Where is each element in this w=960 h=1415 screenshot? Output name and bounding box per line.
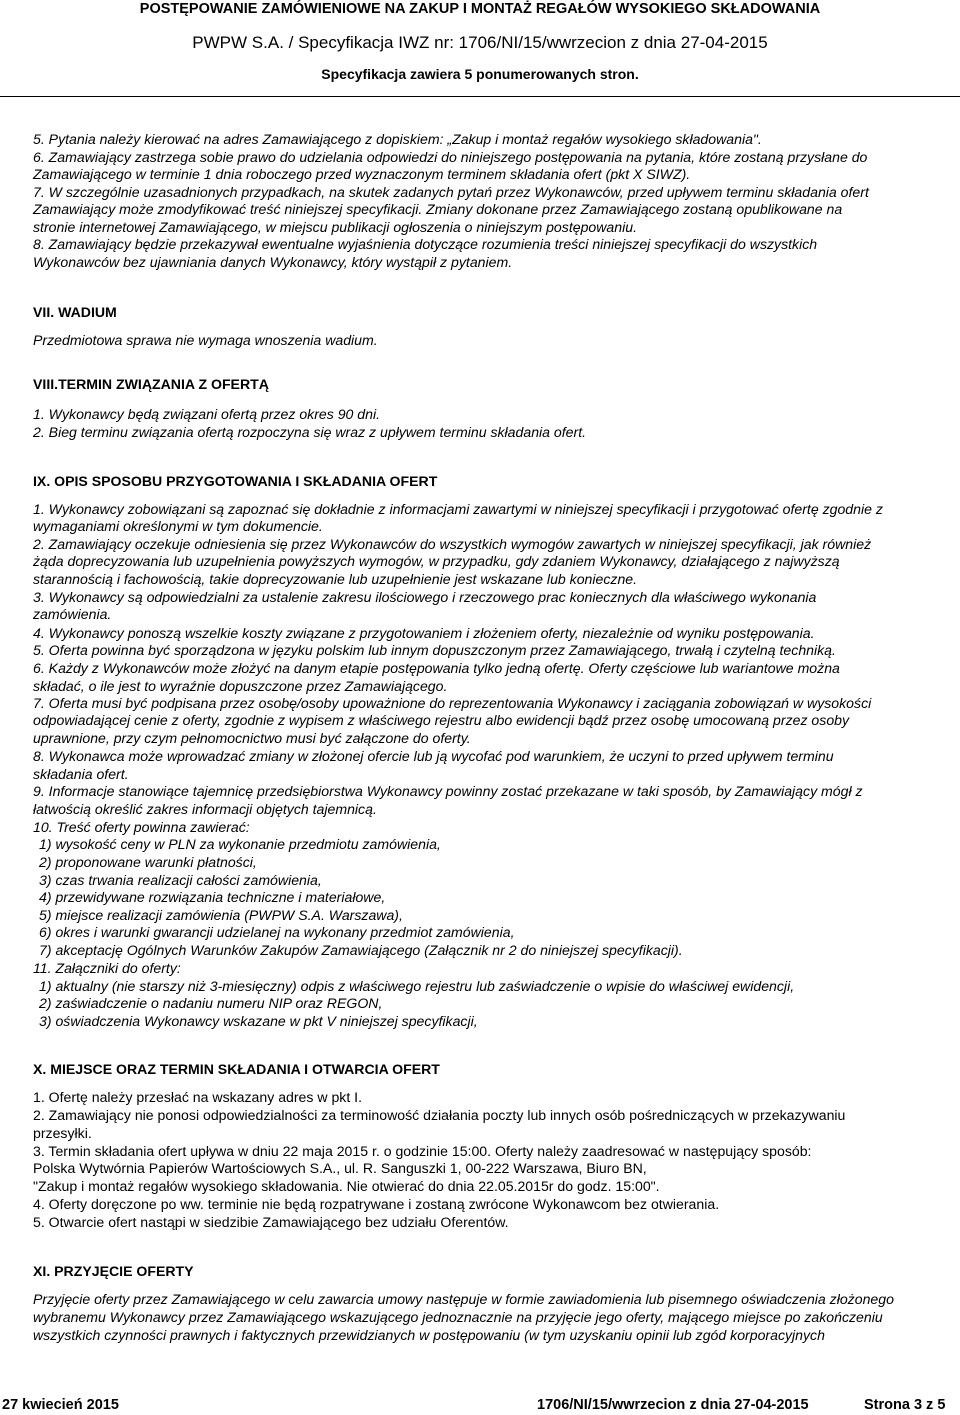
- binding-term-item-1: 1. Wykonawcy będą związani ofertą przez okres 90 dni.: [33, 406, 381, 422]
- section-heading-acceptance: XI. PRZYJĘCIE OFERTY: [33, 1263, 194, 1279]
- offer-preparation-line: składać, o ile jest to wyraźnie dopuszczone przez Zamawiającego.: [33, 678, 448, 694]
- offer-preparation-line: składania ofert.: [33, 766, 129, 782]
- section-heading-offer-preparation: IX. OPIS SPOSOBU PRZYGOTOWANIA I SKŁADANIA OFERT: [33, 473, 438, 489]
- offer-preparation-line: łatwością określić zakres informacji objętych tajemnicą.: [33, 801, 377, 817]
- answers-right-line-1: 6. Zamawiający zastrzega sobie prawo do udzielania odpowiedzi do niniejszego postępowania na pytania, które zostaną przysłane do: [33, 149, 868, 165]
- modification-line-1: 7. W szczególnie uzasadnionych przypadkach, na skutek zadanych pytań przez Wykonawców, przed upływem terminu składania ofert: [33, 184, 869, 200]
- explanations-line-2: Wykonawców bez ujawniania danych Wykonawcy, który wystąpił z pytaniem.: [33, 254, 513, 270]
- explanations-line-1: 8. Zamawiający będzie przekazywał ewentualne wyjaśnienia dotyczące rozumienia treści niniejszej specyfikacji do wszystkich: [33, 236, 818, 252]
- acceptance-line: wybranemu Wykonawcy przez Zamawiającego wskazującego jednoznacznie na przyjęcie jego oferty, mającego miejsce po zakończeniu: [33, 1309, 883, 1325]
- submission-line: 5. Otwarcie ofert nastąpi w siedzibie Zamawiającego bez udziału Oferentów.: [33, 1214, 509, 1230]
- question-address-note: 5. Pytania należy kierować na adres Zamawiającego z dopiskiem: „Zakup i montaż regałów wysokiego składowania".: [33, 131, 762, 147]
- attachment-item: 2) zaświadczenie o nadaniu numeru NIP oraz REGON,: [39, 995, 383, 1011]
- wadium-text: Przedmiotowa sprawa nie wymaga wnoszenia wadium.: [33, 332, 378, 348]
- attachments-heading: 11. Załączniki do oferty:: [33, 960, 181, 976]
- offer-preparation-line: 2. Zamawiający oczekuje odniesienia się przez Wykonawców do wszystkich wymogów zawartych w niniejszej specyfikacji, jak również: [33, 536, 872, 552]
- section-heading-binding-term: VIII.TERMIN ZWIĄZANIA Z OFERTĄ: [33, 376, 269, 392]
- submission-line: przesyłki.: [33, 1125, 92, 1141]
- offer-preparation-line: 6. Każdy z Wykonawców może złożyć na danym etapie postępowania tylko jedną ofertę. Oferty częściowe lub wariantowe można: [33, 660, 840, 676]
- modification-line-2: Zamawiający może zmodyfikować treść niniejszej specyfikacji. Zmiany dokonane przez Zamawiającego zostaną opublikowane na: [33, 201, 843, 217]
- offer-preparation-line: 7. Oferta musi być podpisana przez osobę/osoby upoważnione do reprezentowania Wykonawcy i zaciągania zobowiązań w wysokości: [33, 695, 872, 711]
- page-count-note: Specyfikacja zawiera 5 ponumerowanych stron.: [321, 66, 639, 82]
- offer-content-heading: 10. Treść oferty powinna zawierać:: [33, 819, 250, 835]
- offer-content-item: 5) miejsce realizacji zamówienia (PWPW S.A. Warszawa),: [39, 907, 403, 923]
- submission-line: Polska Wytwórnia Papierów Wartościowych S.A., ul. R. Sanguszki 1, 00-222 Warszawa, Biuro BN,: [33, 1160, 647, 1176]
- attachment-item: 3) oświadczenia Wykonawcy wskazane w pkt V niniejszej specyfikacji,: [39, 1013, 478, 1029]
- submission-line: 2. Zamawiający nie ponosi odpowiedzialności za terminowość działania poczty lub innych osób pośredniczących w przekazywaniu: [33, 1107, 846, 1123]
- submission-line: 4. Oferty doręczone po ww. terminie nie będą rozpatrywane i zostaną zwrócone Wykonawcom bez otwierania.: [33, 1196, 720, 1212]
- offer-preparation-line: uprawnione, przy czym pełnomocnictwo musi być załączone do oferty.: [33, 730, 471, 746]
- footer-date: 27 kwiecień 2015: [2, 1397, 119, 1413]
- offer-preparation-line: 4. Wykonawcy ponoszą wszelkie koszty związane z przygotowaniem i złożeniem oferty, niezależnie od wyniku postępowania.: [33, 625, 815, 641]
- offer-preparation-line: 1. Wykonawcy zobowiązani są zapoznać się dokładnie z informacjami zawartymi w niniejszej specyfikacji i przygotować ofertę zgodnie z: [33, 501, 883, 517]
- document-title: POSTĘPOWANIE ZAMÓWIENIOWE NA ZAKUP I MONTAŻ REGAŁÓW WYSOKIEGO SKŁADOWANIA: [139, 1, 821, 17]
- offer-content-item: 3) czas trwania realizacji całości zamówienia,: [39, 872, 322, 888]
- acceptance-line: wszystkich czynności prawnych i faktycznych przewidzianych w postępowaniu (w tym uzyskaniu opinii lub zgód korporacyjnych: [33, 1327, 825, 1343]
- binding-term-item-2: 2. Bieg terminu związania ofertą rozpoczyna się wraz z upływem terminu składania ofert.: [33, 424, 587, 440]
- offer-content-item: 4) przewidywane rozwiązania techniczne i materiałowe,: [39, 889, 386, 905]
- submission-line: "Zakup i montaż regałów wysokiego składowania. Nie otwierać do dnia 22.05.2015r do godz. 15:00".: [33, 1178, 660, 1194]
- section-heading-submission: X. MIEJSCE ORAZ TERMIN SKŁADANIA I OTWARCIA OFERT: [33, 1061, 440, 1077]
- footer-reference: 1706/NI/15/wwrzecion z dnia 27-04-2015: [537, 1397, 809, 1413]
- offer-preparation-line: starannością i fachowością, takie doprecyzowanie lub uzupełnienie jest wskazane lub konieczne.: [33, 571, 638, 587]
- offer-preparation-line: 8. Wykonawca może wprowadzać zmiany w złożonej ofercie lub ją wycofać pod warunkiem, że uczyni to przed upływem terminu: [33, 748, 834, 764]
- submission-line: 1. Ofertę należy przesłać na wskazany adres w pkt I.: [33, 1089, 363, 1105]
- offer-preparation-line: odpowiadającej cenie z oferty, zgodnie z wypisem z właściwego rejestru albo ewidencji bądź przez osobę umocowaną przez osoby: [33, 712, 850, 728]
- offer-content-item: 7) akceptację Ogólnych Warunków Zakupów Zamawiającego (Załącznik nr 2 do niniejszej specyfikacji).: [39, 942, 683, 958]
- offer-preparation-line: zamówienia.: [33, 606, 112, 622]
- offer-content-item: 1) wysokość ceny w PLN za wykonanie przedmiotu zamówienia,: [39, 836, 441, 852]
- answers-right-line-2: Zamawiającego w terminie 1 dnia roboczego przed wyznaczonym terminem składania ofert (pkt X SIWZ).: [33, 166, 691, 182]
- offer-preparation-line: 9. Informacje stanowiące tajemnicę przedsiębiorstwa Wykonawcy powinny zostać przekazane w taki sposób, by Zamawiający mógł z: [33, 783, 863, 799]
- header-divider: [0, 96, 960, 97]
- offer-preparation-line: 3. Wykonawcy są odpowiedzialni za ustalenie zakresu ilościowego i rzeczowego prac koniecznych dla właściwego wykonania: [33, 589, 817, 605]
- footer-page-number: Strona 3 z 5: [864, 1397, 946, 1413]
- modification-line-3: stronie internetowej Zamawiającego, w miejscu publikacji ogłoszenia o niniejszym postępowaniu.: [33, 219, 637, 235]
- acceptance-line: Przyjęcie oferty przez Zamawiającego w celu zawarcia umowy następuje w formie zawiadomienia lub pisemnego oświadczenia złożonego: [33, 1291, 894, 1307]
- offer-preparation-line: 5. Oferta powinna być sporządzona w języku polskim lub innym dopuszczonym przez Zamawiającego, trwałą i czytelną techniką.: [33, 642, 836, 658]
- specification-reference: PWPW S.A. / Specyfikacja IWZ nr: 1706/NI/15/wwrzecion z dnia 27-04-2015: [192, 33, 768, 52]
- offer-content-item: 2) proponowane warunki płatności,: [39, 854, 257, 870]
- submission-line: 3. Termin składania ofert upływa w dniu 22 maja 2015 r. o godzinie 15:00. Oferty należy zaadresować w następujący sposób:: [33, 1143, 812, 1159]
- attachment-item: 1) aktualny (nie starszy niż 3-miesięczny) odpis z właściwego rejestru lub zaświadczenie o wpisie do właściwej ewidencji,: [39, 978, 795, 994]
- offer-preparation-line: wymaganiami określonymi w tym dokumencie.: [33, 518, 323, 534]
- section-heading-wadium: VII. WADIUM: [33, 304, 117, 320]
- offer-preparation-line: żąda doprecyzowania lub uzupełnienia powyższych wymogów, w przypadku, gdy zdaniem Wykonawcy, działającego z najwyższą: [33, 553, 840, 569]
- offer-content-item: 6) okres i warunki gwarancji udzielanej na wykonany przedmiot zamówienia,: [39, 924, 515, 940]
